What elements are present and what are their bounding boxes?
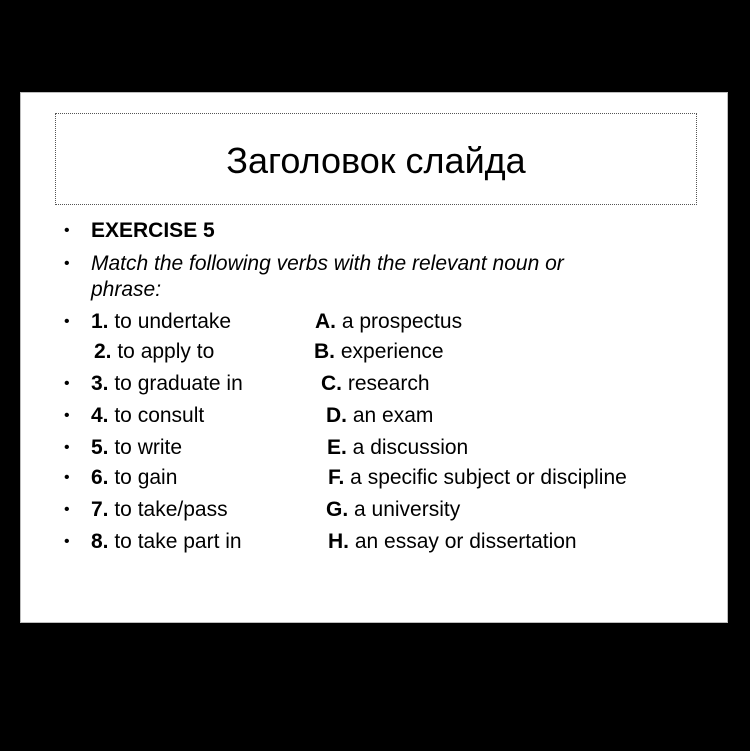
slide: [20, 92, 728, 623]
match-item: G. a university: [326, 498, 461, 521]
match-item: D. an exam: [326, 404, 434, 427]
match-item: B. experience: [314, 340, 444, 363]
verb-item: 7. to take/pass: [91, 498, 228, 521]
match-item: E. a discussion: [327, 436, 469, 459]
bullet-icon: •: [64, 255, 70, 272]
slide-title: Заголовок слайда: [226, 140, 526, 181]
match-item: F. a specific subject or discipline: [328, 466, 627, 489]
title-placeholder[interactable]: [55, 113, 697, 205]
bullet-icon: •: [64, 407, 70, 424]
bullet-icon: •: [64, 313, 70, 330]
verb-item: 2. to apply to: [94, 340, 215, 363]
match-item: A. a prospectus: [315, 310, 463, 333]
match-item: C. research: [321, 372, 430, 395]
bullet-icon: •: [64, 533, 70, 550]
match-item: H. an essay or dissertation: [328, 530, 577, 553]
bullet-icon: •: [64, 501, 70, 518]
bullet-icon: •: [64, 439, 70, 456]
verb-item: 3. to graduate in: [91, 372, 243, 395]
verb-item: 5. to write: [91, 436, 183, 459]
bullet-icon: •: [64, 375, 70, 392]
instruction-text-2: phrase:: [91, 278, 162, 301]
verb-item: 8. to take part in: [91, 530, 242, 553]
bullet-icon: •: [64, 469, 70, 486]
verb-item: 4. to consult: [91, 404, 205, 427]
verb-item: 6. to gain: [91, 466, 178, 489]
verb-item: 1. to undertake: [91, 310, 232, 333]
exercise-heading: EXERCISE 5: [91, 219, 215, 242]
bullet-icon: •: [64, 222, 70, 239]
instruction-text-1: Match the following verbs with the relevant noun or: [91, 252, 564, 275]
